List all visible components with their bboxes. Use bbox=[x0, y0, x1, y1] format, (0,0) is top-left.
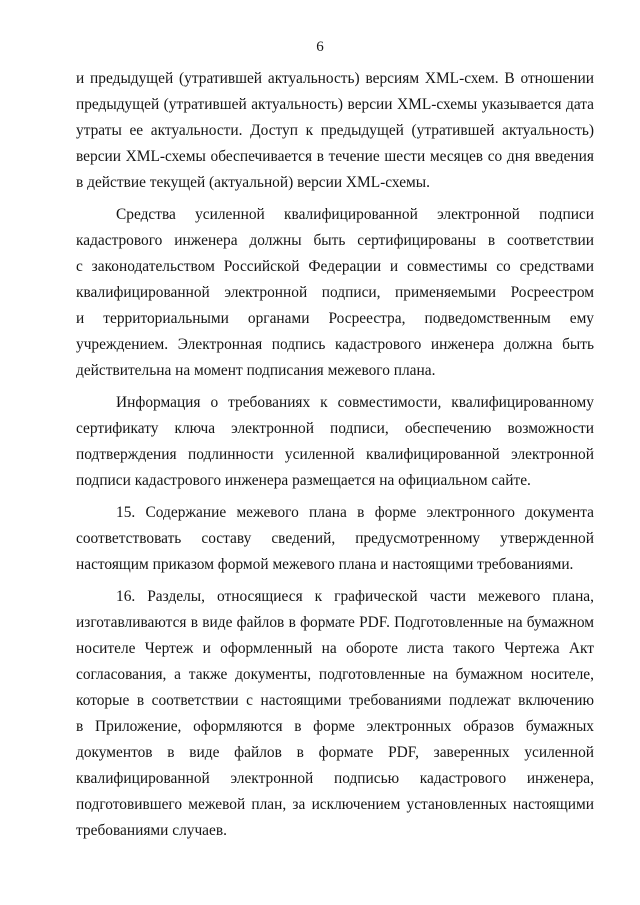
paragraph-compatibility-info bbox=[76, 390, 594, 494]
paragraph-xml-schema-versions bbox=[76, 66, 594, 196]
text-line: согласования, а также документы, подготовленные на бумажном носителе, bbox=[76, 666, 594, 683]
text-line: которые в соответствии с настоящими требованиями подлежат включению bbox=[76, 692, 594, 709]
text-line: носителе Чертеж и оформленный на обороте листа такого Чертежа Акт bbox=[76, 640, 594, 657]
text-line: 16. Разделы, относящиеся к графической части межевого плана, bbox=[116, 588, 594, 605]
text-line: документов в виде файлов в формате PDF, заверенных усиленной bbox=[76, 744, 594, 761]
text-line: требованиями случаев. bbox=[76, 822, 227, 839]
document-body bbox=[76, 66, 594, 844]
text-line: и территориальными органами Росреестра, подведомственным ему bbox=[76, 310, 594, 327]
text-line: предыдущей (утратившей актуальность) версии XML-схемы указывается дата bbox=[76, 96, 594, 113]
text-line: утраты ее актуальности. Доступ к предыдущей (утратившей актуальность) bbox=[76, 122, 594, 139]
text-line: настоящим приказом формой межевого плана и настоящими требованиями. bbox=[76, 556, 574, 573]
text-line: подготовившего межевой план, за исключением установленных настоящими bbox=[76, 796, 594, 813]
text-line: подтверждения подлинности усиленной квалифицированной электронной bbox=[76, 446, 594, 463]
text-line: Информация о требованиях к совместимости, квалифицированному bbox=[116, 394, 594, 411]
text-line: в Приложение, оформляются в форме электронных образов бумажных bbox=[76, 718, 594, 735]
text-line: соответствовать составу сведений, предусмотренному утвержденной bbox=[76, 530, 594, 547]
text-line: учреждением. Электронная подпись кадастрового инженера должна быть bbox=[76, 336, 594, 353]
text-line: действительна на момент подписания межевого плана. bbox=[76, 362, 436, 379]
paragraph-item-16 bbox=[76, 584, 594, 844]
text-line: в действие текущей (актуальной) версии XML-схемы. bbox=[76, 174, 430, 191]
text-line: версии XML-схемы обеспечивается в течение шести месяцев со дня введения bbox=[76, 148, 594, 165]
text-line: кадастрового инженера должны быть сертифицированы в соответствии bbox=[76, 232, 594, 249]
text-line: сертификату ключа электронной подписи, обеспечению возможности bbox=[76, 420, 594, 437]
text-line: и предыдущей (утратившей актуальность) версиям XML-схем. В отношении bbox=[76, 70, 594, 87]
text-line: квалифицированной электронной подписи, применяемыми Росреестром bbox=[76, 284, 594, 301]
text-line: изготавливаются в виде файлов в формате PDF. Подготовленные на бумажном bbox=[76, 614, 594, 631]
paragraph-item-15 bbox=[76, 500, 594, 578]
text-line: Средства усиленной квалифицированной электронной подписи bbox=[116, 206, 594, 223]
page-number: 6 bbox=[316, 39, 324, 55]
text-line: с законодательством Российской Федерации и совместимы со средствами bbox=[76, 258, 594, 275]
text-line: подписи кадастрового инженера размещается на официальном сайте. bbox=[76, 472, 531, 489]
text-line: квалифицированной электронной подписью кадастрового инженера, bbox=[76, 770, 594, 787]
paragraph-signature-tools bbox=[76, 202, 594, 384]
text-line: 15. Содержание межевого плана в форме электронного документа bbox=[116, 504, 594, 521]
